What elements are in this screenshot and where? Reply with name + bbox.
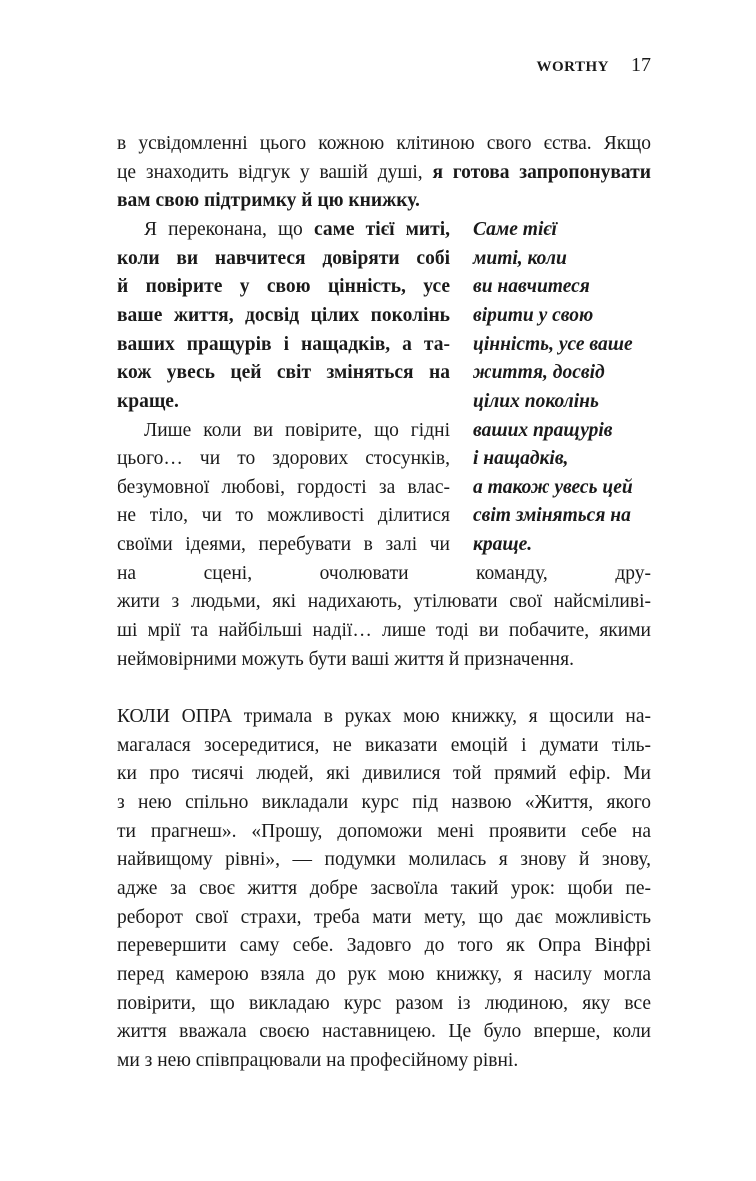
text-run: ші мрії та найбільші надії… лише тоді ви побачите, якими bbox=[117, 620, 651, 642]
text-run: Лише коли ви повірите, що гідні bbox=[144, 419, 450, 441]
text-line bbox=[117, 416, 450, 445]
text-run: магалася зосередитися, не виказати емоцій і думати тіль- bbox=[117, 734, 651, 756]
pull-quote-line: а також увесь цей bbox=[473, 476, 633, 498]
text-run: цього… чи то здорових стосунків, bbox=[117, 448, 450, 470]
text-line bbox=[117, 587, 651, 616]
bold-text: кож увесь цей світ зміняться на bbox=[117, 362, 450, 384]
pull-quote-line: цінність, усе ваше bbox=[473, 333, 633, 355]
text-line bbox=[117, 759, 651, 788]
text-line bbox=[117, 244, 450, 273]
text-line bbox=[117, 702, 651, 731]
text-run: з нею спільно викладали курс під назвою «Життя, якого bbox=[117, 791, 651, 813]
text-line bbox=[117, 845, 651, 874]
text-line bbox=[117, 788, 651, 817]
text-line bbox=[117, 559, 651, 588]
pull-quote-line: ваших пращурів bbox=[473, 419, 613, 441]
text-run: ти прагнеш». «Прошу, допоможи мені проявити себе на bbox=[117, 820, 651, 842]
text-run: адже за своє життя добре засвоїла такий урок: щоби пе- bbox=[117, 877, 651, 899]
text-run: Я переконана, що bbox=[144, 218, 314, 240]
text-line bbox=[117, 817, 651, 846]
text-run: своїми ідеями, перебувати в залі чи bbox=[117, 534, 450, 556]
pull-quote-line: цілих поколінь bbox=[473, 390, 599, 412]
bold-text: ваших пращурів і нащадків, а та- bbox=[117, 333, 450, 355]
text-line bbox=[117, 731, 651, 760]
text-run: ми з нею співпрацювали на професійному рівні. bbox=[117, 1049, 519, 1071]
text-line bbox=[117, 330, 450, 359]
text-line bbox=[117, 1017, 651, 1046]
text-run: на сцені, очолювати команду, дру- bbox=[117, 562, 651, 584]
pull-quote-line: ви навчитеся bbox=[473, 276, 590, 298]
text-line bbox=[117, 616, 651, 645]
pull-quote-line: світ зміняться на bbox=[473, 505, 631, 527]
text-run: безумовної любові, гордості за влас- bbox=[117, 476, 450, 498]
text-line bbox=[117, 358, 450, 387]
text-run: неймовірними можуть бути ваші життя й призначення. bbox=[117, 648, 574, 670]
text-run: найвищому рівні», — подумки молилась я знову й знову, bbox=[117, 849, 651, 871]
text-run: перевершити саму себе. Задовго до того як Опра Вінфрі bbox=[117, 935, 651, 957]
pull-quote-line: і нащадків, bbox=[473, 448, 569, 470]
bold-text: ваше життя, досвід цілих поколінь bbox=[117, 304, 450, 326]
text-run: повірити, що викладаю курс разом із людиною, яку все bbox=[117, 992, 651, 1014]
text-line bbox=[117, 186, 651, 215]
text-line bbox=[117, 272, 450, 301]
text-line bbox=[117, 129, 651, 158]
text-run: життя вважала своєю наставницею. Це було вперше, коли bbox=[117, 1021, 651, 1043]
text-run: не тіло, чи то можливості ділитися bbox=[117, 505, 450, 527]
text-line bbox=[117, 501, 450, 530]
text-line bbox=[117, 473, 450, 502]
bold-text: коли ви навчитеся довіряти собі bbox=[117, 247, 450, 269]
text-line bbox=[117, 903, 651, 932]
pull-quote-line: Саме тієї bbox=[473, 218, 557, 240]
pull-quote-line: життя, досвід bbox=[473, 362, 605, 384]
bold-text: я готова запропонувати bbox=[432, 161, 651, 183]
pull-quote-line: краще. bbox=[473, 534, 533, 556]
running-title: WORTHY bbox=[536, 59, 609, 75]
text-line bbox=[117, 645, 651, 674]
bold-text: саме тієї миті, bbox=[313, 218, 450, 240]
page-header bbox=[537, 54, 651, 77]
bold-text: краще. bbox=[117, 390, 179, 412]
text-line bbox=[117, 215, 450, 244]
text-run: перед камерою взяла до рук мою книжку, я насилу могла bbox=[117, 963, 651, 985]
text-run: в усвідомленні цього кожною клітиною свого єства. Якщо bbox=[117, 133, 651, 154]
text-line bbox=[117, 960, 651, 989]
text-line bbox=[117, 931, 651, 960]
pull-quote-line: миті, коли bbox=[473, 247, 567, 269]
page-number: 17 bbox=[631, 54, 651, 76]
text-line bbox=[117, 387, 450, 416]
text-run: ки про тисячі людей, які дивилися той прямий ефір. Ми bbox=[117, 763, 651, 785]
text-run: КОЛИ ОПРА тримала в руках мою книжку, я щосили на- bbox=[117, 706, 651, 727]
text-line bbox=[117, 989, 651, 1018]
text-run: жити з людьми, які надихають, утілювати свої найсміливі- bbox=[117, 591, 651, 613]
pull-quote-line: вірити у свою bbox=[473, 304, 594, 326]
bold-text: й повірите у свою цінність, усе bbox=[117, 276, 450, 298]
text-line bbox=[117, 530, 450, 559]
text-run: реборот свої страхи, треба мати мету, що дає можливість bbox=[117, 906, 651, 928]
text-line bbox=[117, 1046, 651, 1075]
text-line bbox=[117, 444, 450, 473]
bold-text: вам свою підтримку й цю книжку. bbox=[117, 190, 420, 212]
text-line bbox=[117, 874, 651, 903]
text-line bbox=[117, 158, 651, 187]
text-run: це знаходить відгук у вашій душі, bbox=[117, 161, 433, 183]
text-line bbox=[117, 301, 450, 330]
